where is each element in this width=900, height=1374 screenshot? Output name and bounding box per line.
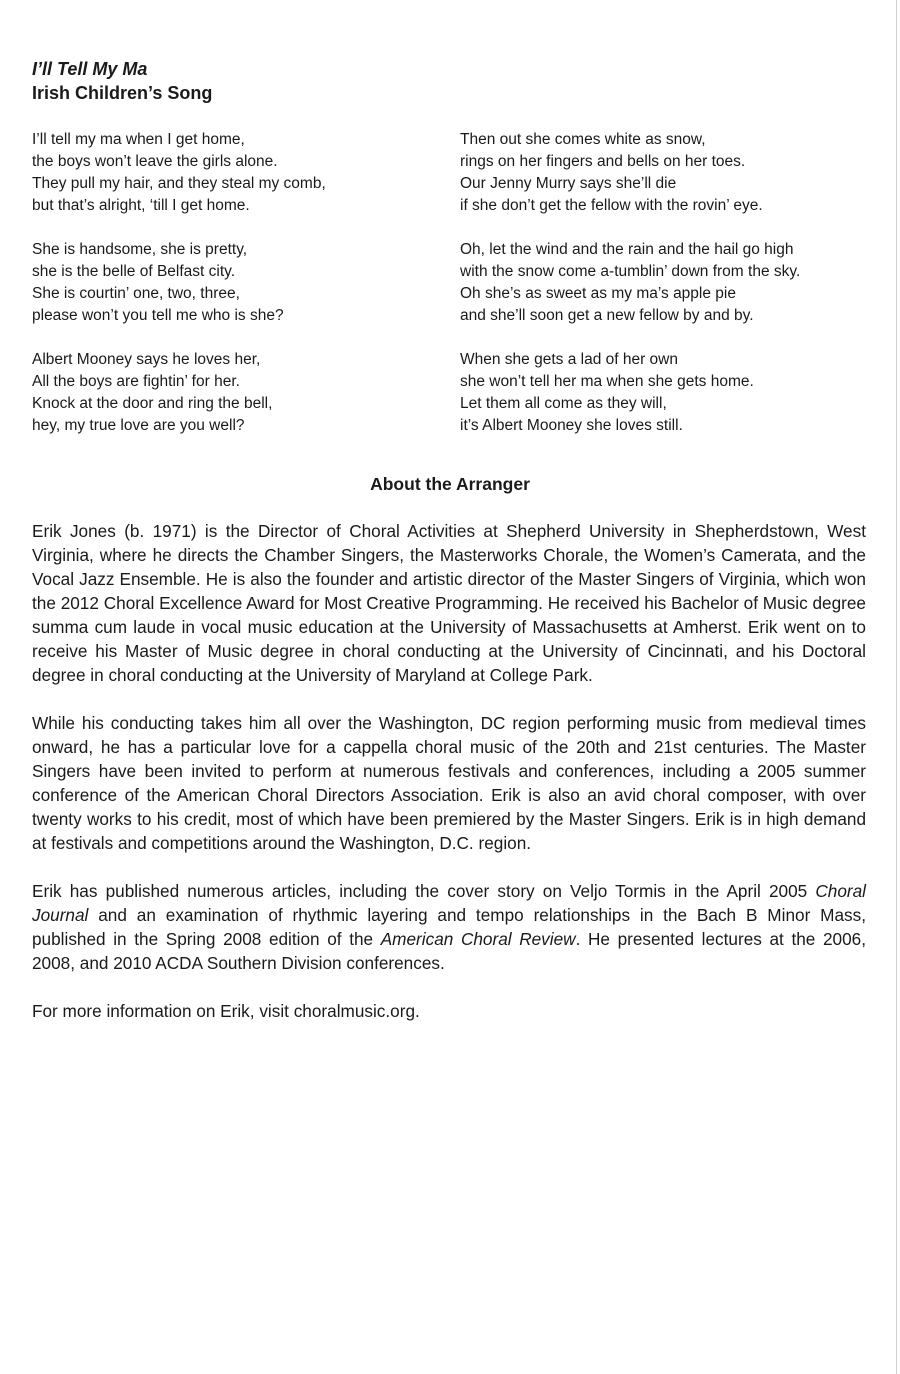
stanza xyxy=(460,239,880,327)
lyric-line: Oh, let the wind and the rain and the hail go high xyxy=(460,241,794,258)
lyric-line: she won’t tell her ma when she gets home. xyxy=(460,373,754,390)
bio-text: Erik has published numerous articles, including the cover story on Veljo Tormis in the April 2005 xyxy=(32,881,816,901)
song-title: I’ll Tell My Ma xyxy=(32,59,148,79)
stanza xyxy=(460,349,880,437)
lyric-line: if she don’t get the fellow with the rovin’ eye. xyxy=(460,197,763,214)
bio-paragraph-4: For more information on Erik, visit choralmusic.org. xyxy=(32,1001,420,1021)
lyric-line: Our Jenny Murry says she’ll die xyxy=(460,175,677,192)
lyric-line: with the snow come a-tumblin’ down from the sky. xyxy=(460,263,801,280)
lyric-line: All the boys are fightin’ for her. xyxy=(32,373,240,390)
stanza xyxy=(32,239,442,327)
bio-paragraph-3 xyxy=(32,879,866,975)
song-header xyxy=(32,57,632,105)
lyric-line: she is the belle of Belfast city. xyxy=(32,263,236,280)
lyric-line: Albert Mooney says he loves her, xyxy=(32,351,261,368)
lyric-line: but that’s alright, ‘till I get home. xyxy=(32,197,250,214)
stanza xyxy=(32,129,442,217)
lyric-line: She is courtin’ one, two, three, xyxy=(32,285,240,302)
stanza xyxy=(32,349,442,437)
lyric-line: When she gets a lad of her own xyxy=(460,351,678,368)
lyric-line: She is handsome, she is pretty, xyxy=(32,241,248,258)
lyrics-right-column xyxy=(460,129,880,459)
lyric-line: Let them all come as they will, xyxy=(460,395,667,412)
arranger-bio xyxy=(32,519,866,1047)
about-heading: About the Arranger xyxy=(370,474,530,494)
journal-title: American Choral Review xyxy=(380,929,576,949)
lyric-line: the boys won’t leave the girls alone. xyxy=(32,153,278,170)
bio-text: and an examination of rhythmic layering and tempo relationships in the Bach B Minor Mass, published in the Spring 2008 edition of the xyxy=(32,905,866,949)
journal-title: Choral Journal xyxy=(32,881,866,925)
lyric-line: Knock at the door and ring the bell, xyxy=(32,395,273,412)
lyric-line: They pull my hair, and they steal my comb, xyxy=(32,175,326,192)
page-edge-line xyxy=(896,0,897,1374)
bio-text: . He presented lectures at the 2006, 2008, and 2010 ACDA Southern Division conferences. xyxy=(32,929,866,973)
lyric-line: it’s Albert Mooney she loves still. xyxy=(460,417,683,434)
stanza xyxy=(460,129,880,217)
lyrics-left-column xyxy=(32,129,442,459)
bio-paragraph-1: Erik Jones (b. 1971) is the Director of Choral Activities at Shepherd University in Shepherdstown, West Virginia, where he directs the Chamber Singers, the Masterworks Chorale, the Women’s Camerata, and the Vocal Jazz Ensemble. He is also the founder and artistic director of the Master Singers of Virginia, which won the 2012 Choral Excellence Award for Most Creative Programming. He received his Bachelor of Music degree summa cum laude in vocal music education at the University of Massachusetts at Amherst. Erik went on to receive his Master of Music degree in choral conducting at the University of Cincinnati, and his Doctoral degree in choral conducting at the University of Maryland at College Park. xyxy=(32,521,866,685)
lyric-line: hey, my true love are you well? xyxy=(32,417,245,434)
lyric-line: I’ll tell my ma when I get home, xyxy=(32,131,245,148)
lyric-line: please won’t you tell me who is she? xyxy=(32,307,284,324)
bio-paragraph-2: While his conducting takes him all over the Washington, DC region performing music from medieval times onward, he has a particular love for a cappella choral music of the 20th and 21st centuries. The Master Singers have been invited to perform at numerous festivals and conferences, including a 2005 summer conference of the American Choral Directors Association. Erik is also an avid choral composer, with over twenty works to his credit, most of which have been premiered by the Master Singers. Erik is in high demand at festivals and competitions around the Washington, D.C. region. xyxy=(32,713,866,853)
song-subtitle: Irish Children’s Song xyxy=(32,83,213,103)
lyric-line: and she’ll soon get a new fellow by and by. xyxy=(460,307,754,324)
lyric-line: rings on her fingers and bells on her toes. xyxy=(460,153,746,170)
lyric-line: Oh she’s as sweet as my ma’s apple pie xyxy=(460,285,736,302)
lyric-line: Then out she comes white as snow, xyxy=(460,131,706,148)
